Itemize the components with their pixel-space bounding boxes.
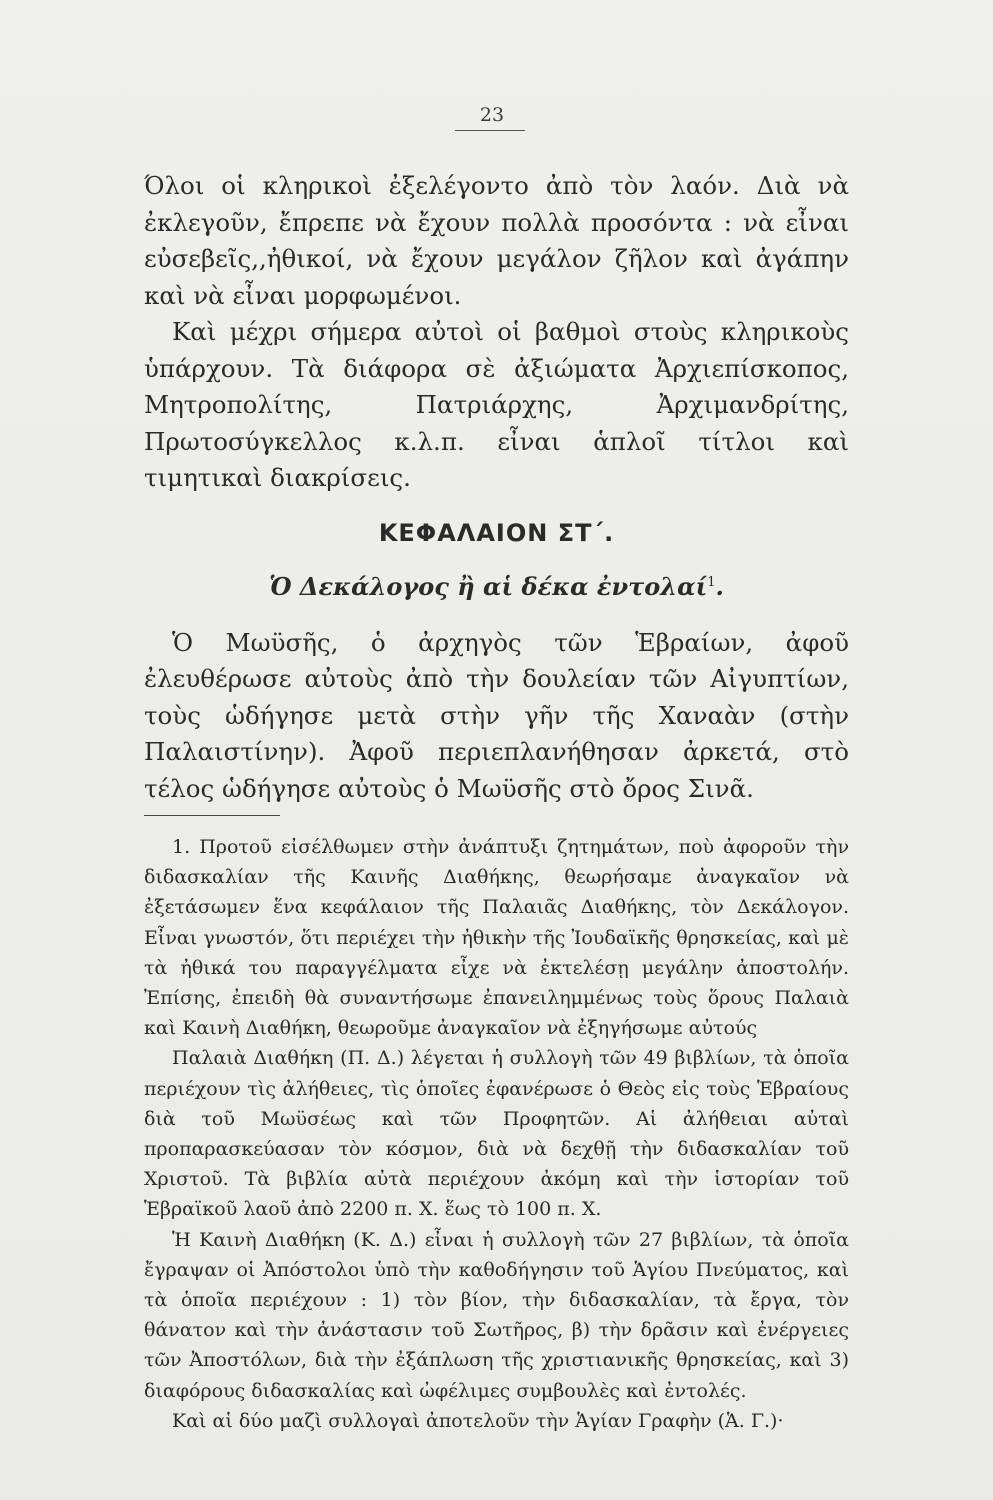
footnotes (144, 832, 849, 1436)
paragraph-clergy-ranks: Καὶ μέχρι σήμερα αὐτοὶ οἱ βαθμοὶ στοὺς κληρικοὺς ὑπάρχουν. Τὰ διάφορα σὲ ἀξιώματα Ἀρχιεπίσκοπος, Μητροπολίτης, Πατριάρχης, Ἀρχιμανδρίτης, Πρωτοσύγκελλος κ.λ.π. εἶναι ἁπλοῖ τίτλοι καὶ τιμητικαὶ διακρίσεις. (144, 317, 849, 492)
footnote-introduction: 1. Προτοῦ εἰσέλθωμεν στὴν ἀνάπτυξι ζητημάτων, ποὺ ἀφοροῦν τὴν διδασκαλίαν τῆς Καινῆς Διαθήκης, θεωρήσαμε ἀναγκαῖον νὰ ἐξετάσωμεν ἕνα κεφάλαιον τῆς Παλαιᾶς Διαθήκης, τὸν Δεκάλογον. Εἶναι γνωστόν, ὅτι περιέχει τὴν ἠθικὴν τῆς Ἰουδαϊκῆς θρησκείας, καὶ μὲ τὰ ἠθικά του παραγγέλματα εἶχε νὰ ἐκτελέσῃ μεγάλην ἀποστολήν. Ἐπίσης, ἐπειδὴ θὰ συναντήσωμε ἐπανειλημμένως τοὺς ὅρους Παλαιὰ καὶ Καινὴ Διαθήκη, θεωροῦμε ἀναγκαῖον νὰ ἐξηγήσωμε αὐτούς (144, 836, 849, 1040)
page-number-rule (455, 130, 525, 131)
footnote-separator (144, 815, 280, 816)
page-number: 23 (479, 104, 505, 126)
chapter-heading: ΚΕΦΑΛΑΙΟΝ ΣΤ΄. (378, 518, 615, 547)
paragraph-clergy-election: Όλοι οἱ κληρικοὶ ἐξελέγοντο ἀπὸ τὸν λαόν. Διὰ νὰ ἐκλεγοῦν, ἔπρεπε νὰ ἔχουν πολλὰ προσόντα : νὰ εἶναι εὐσεβεῖς,,ἠθικοί, νὰ ἔχουν μεγάλον ζῆλον καὶ ἀγάπην καὶ νὰ εἶναι μορφωμένοι. (144, 171, 849, 310)
footnote-holy-scripture: Καὶ αἱ δύο μαζὶ συλλογαὶ ἀποτελοῦν τὴν Ἁγίαν Γραφὴν (Ἁ. Γ.)· (172, 1409, 784, 1432)
chapter-subtitle: Ὁ Δεκάλογος ἢ αἱ δέκα ἐντολαί$^1$. (269, 571, 724, 601)
footnote-marker: 1 (707, 574, 716, 590)
footnote-new-testament: Ἡ Καινὴ Διαθήκη (Κ. Δ.) εἶναι ἡ συλλογὴ τῶν 27 βιβλίων, τὰ ὁποῖα ἔγραψαν οἱ Ἀπόστολοι ὑπὸ τὴν καθοδήγησιν τοῦ Ἁγίου Πνεύματος, καὶ τὰ ὁποῖα περιέχουν : 1) τὸν βίον, τὴν διδασκαλίαν, τὰ ἔργα, τὸν θάνατον καὶ τὴν ἀνάστασιν τοῦ Σωτῆρος, β) τὴν δρᾶσιν καὶ ἐνέργειες τῶν Ἀποστόλων, διὰ τὴν ἐξάπλωση τῆς χριστιανικῆς θρησκείας, καὶ 3) διαφόρους διδασκαλίας καὶ ὠφέλιμες συμβουλὲς καὶ ἐντολές. (144, 1228, 849, 1402)
footnote-old-testament: Παλαιὰ Διαθήκη (Π. Δ.) λέγεται ἡ συλλογὴ τῶν 49 βιβλίων, τὰ ὁποῖα περιέχουν τὶς ἀλήθειες, τὶς ὁποῖες ἐφανέρωσε ὁ Θεὸς εἰς τοὺς Ἑβραίους διὰ τοῦ Μωϋσέως καὶ τῶν Προφητῶν. Αἱ ἀλήθειαι αὐταὶ προπαρασκεύασαν τὸν κόσμον, διὰ νὰ δεχθῇ τὴν διδασκαλίαν τοῦ Χριστοῦ. Τὰ βιβλία αὐτὰ περιέχουν ἀκόμη καὶ τὴν ἱστορίαν τοῦ Ἑβραϊκοῦ λαοῦ ἀπὸ 2200 π. Χ. ἕως τὸ 100 π. Χ. (144, 1047, 849, 1221)
main-text (144, 168, 849, 1436)
paragraph-moses: Ὁ Μωϋσῆς, ὁ ἀρχηγὸς τῶν Ἑβραίων, ἀφοῦ ἐλευθέρωσε αὐτοὺς ἀπὸ τὴν δουλείαν τῶν Αἰγυπτίων, τοὺς ὡδήγησε μετὰ στὴν γῆν τῆς Χαναὰν (στὴν Παλαιστίνην). Ἀφοῦ περιεπλανήθησαν ἀρκετά, στὸ τέλος ὡδήγησε αὐτοὺς ὁ Μωϋσῆς στὸ ὄρος Σινᾶ. (144, 627, 849, 803)
chapter-subtitle-text: Ὁ Δεκάλογος ἢ αἱ δέκα ἐντολαί (269, 571, 708, 601)
